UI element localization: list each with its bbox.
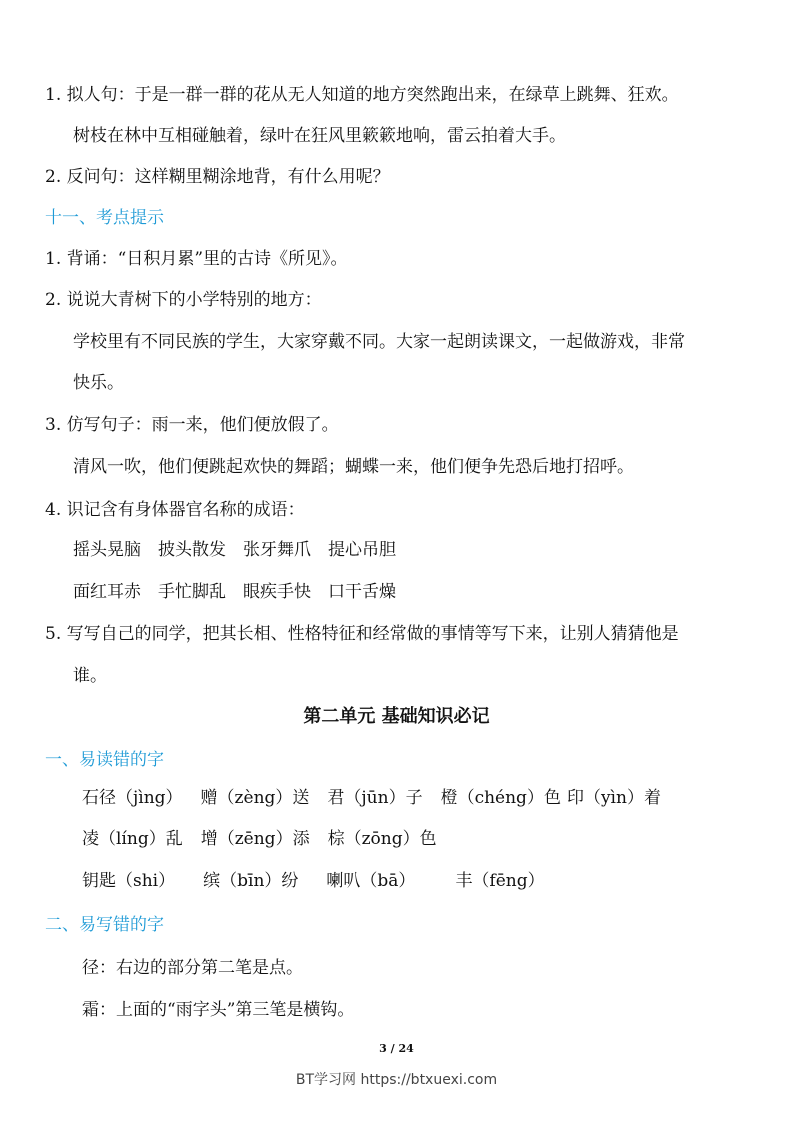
section-heading: 十一、考点提示 [45, 208, 164, 228]
section-heading: 一、易读错的字 [45, 750, 164, 770]
text-line: 清风一吹，他们便跳起欢快的舞蹈；蝴蝶一来，他们便争先恐后地打招呼。 [73, 457, 634, 477]
idiom-row: 面红耳赤 手忙脚乱 眼疾手快 口干舌燥 [73, 582, 396, 602]
idiom-row: 摇头晃脑 披头散发 张牙舞爪 提心吊胆 [73, 540, 396, 560]
pinyin-item: 缤（bīn）纷 [203, 871, 299, 891]
pinyin-item: 喇叭（bā） [326, 871, 416, 891]
footer-watermark: BT学习网 https://btxuexi.com [295, 1072, 498, 1088]
unit-title: 第二单元 基础知识必记 [303, 706, 490, 727]
pinyin-item: 丰（fēng） [455, 871, 545, 891]
pinyin-item: 君（jūn）子 [327, 788, 423, 808]
pinyin-row [82, 870, 545, 892]
text-line: 学校里有不同民族的学生，大家穿戴不同。大家一起朗读课文，一起做游戏，非常 [73, 332, 685, 352]
text-line: 4. 识记含有身体器官名称的成语： [45, 500, 305, 520]
section-heading: 二、易写错的字 [45, 915, 164, 935]
pinyin-item: 石径（jìng） [82, 788, 183, 808]
text-line: 径：右边的部分第二笔是点。 [82, 958, 303, 978]
pinyin-item: 钥匙（shi） [82, 871, 176, 891]
pinyin-row [82, 787, 661, 809]
text-line: 3. 仿写句子：雨一来，他们便放假了。 [45, 415, 339, 435]
pinyin-item: 赠（zèng）送 [200, 788, 310, 808]
pinyin-item: 棕（zōng）色 [327, 829, 437, 849]
text-line: 2. 说说大青树下的小学特别的地方： [45, 290, 322, 310]
text-line: 1. 背诵：“日积月累”里的古诗《所见》。 [45, 249, 348, 269]
pinyin-row [82, 828, 437, 850]
page-number: 3 / 24 [379, 1042, 414, 1055]
pinyin-item: 凌（líng）乱 [82, 829, 183, 849]
text-line: 谁。 [73, 666, 107, 686]
text-line: 霜：上面的“雨字头”第三笔是横钩。 [82, 1000, 355, 1020]
pinyin-item: 印（yìn）着 [566, 788, 661, 808]
text-line: 1. 拟人句：于是一群一群的花从无人知道的地方突然跑出来，在绿草上跳舞、狂欢。 [45, 85, 679, 105]
pinyin-item: 橙（chéng）色 [440, 788, 561, 808]
text-line: 树枝在林中互相碰触着，绿叶在狂风里簌簌地响，雷云拍着大手。 [73, 126, 566, 146]
text-line: 2. 反问句：这样糊里糊涂地背，有什么用呢？ [45, 167, 390, 187]
text-line: 5. 写写自己的同学，把其长相、性格特征和经常做的事情等写下来，让别人猜猜他是 [45, 624, 679, 644]
pinyin-item: 增（zēng）添 [200, 829, 310, 849]
text-line: 快乐。 [73, 373, 124, 393]
